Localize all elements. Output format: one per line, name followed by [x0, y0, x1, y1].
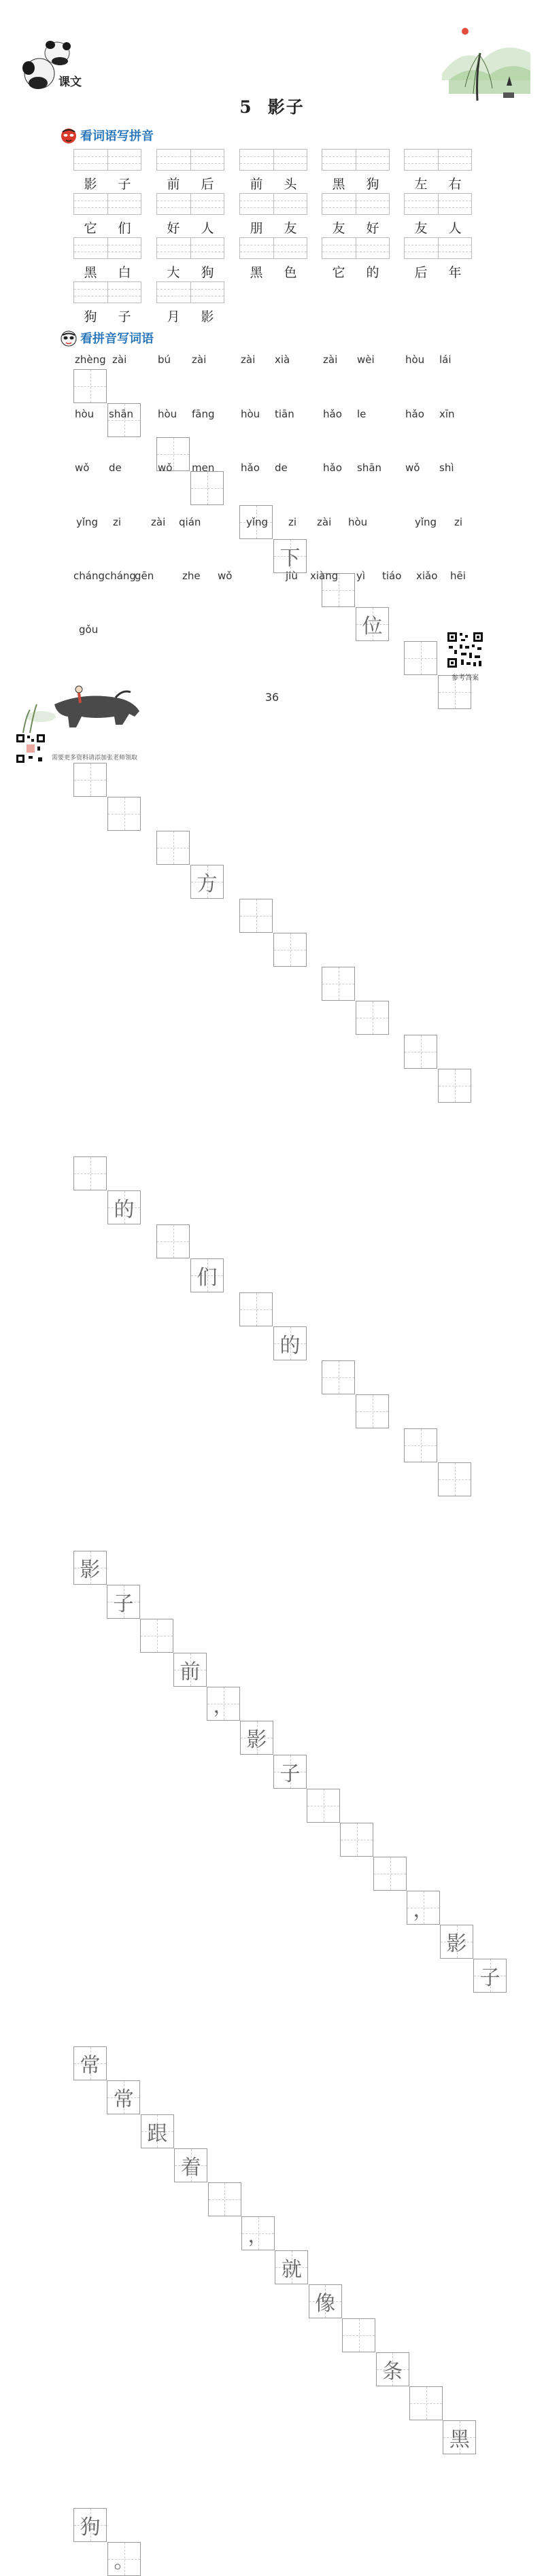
pinyin-syllable: hēi: [450, 570, 466, 582]
word-characters: [239, 218, 307, 237]
tianzige-cell[interactable]: [440, 1925, 473, 1959]
pinyin-syllable: xīn: [439, 408, 455, 420]
tianzige-cell[interactable]: [207, 1687, 240, 1721]
tianzige-cell[interactable]: [73, 1156, 107, 1190]
pinyin-syllable: xià: [275, 354, 290, 366]
cell-character: 跟: [147, 2122, 168, 2146]
tianzige-cell[interactable]: [404, 1035, 437, 1069]
pinyin-syllable: de: [109, 462, 122, 474]
tianzige-cell[interactable]: [376, 2352, 409, 2386]
word-characters: [156, 174, 224, 192]
pinyin-syllable: gǒu: [79, 623, 99, 636]
pinyin-answer-grid[interactable]: [73, 281, 141, 303]
hanzi-char: 前: [167, 177, 180, 192]
pinyin-syllable: le: [357, 408, 367, 420]
cell-character: 子: [113, 1592, 134, 1616]
tianzige-cell[interactable]: [356, 1394, 389, 1428]
tianzige-cell[interactable]: [373, 1857, 407, 1891]
cell-character: 常: [80, 2054, 101, 2078]
tianzige-cell[interactable]: [438, 1069, 471, 1103]
section2-heading: [60, 329, 154, 347]
pinyin-syllable: zi: [113, 516, 122, 528]
lesson-title: [0, 94, 544, 118]
pinyin-syllable: wǒ: [158, 462, 173, 474]
tianzige-cell[interactable]: [141, 2114, 174, 2148]
cell-character: 的: [279, 1334, 301, 1358]
cell-character: 就: [281, 2258, 302, 2282]
tianzige-cell[interactable]: [356, 1001, 389, 1035]
tianzige-cell[interactable]: [107, 1190, 141, 1224]
pinyin-syllable: hòu: [405, 354, 425, 366]
hanzi-char: 色: [284, 265, 297, 280]
pinyin-syllable: fāng: [192, 408, 215, 420]
pinyin-syllable: xiàng: [310, 570, 339, 582]
pinyin-syllable: hòu: [241, 408, 260, 420]
word-characters: [73, 174, 141, 192]
tianzige-cell[interactable]: [322, 1360, 355, 1394]
cell-character: 常: [113, 2088, 134, 2112]
word-characters: [404, 218, 472, 237]
pinyin-answer-grid[interactable]: [322, 237, 390, 259]
pinyin-syllable: zài: [112, 354, 127, 366]
tianzige-cell[interactable]: [190, 471, 224, 505]
cell-character: 方: [197, 872, 218, 896]
cell-character: 条: [382, 2360, 403, 2384]
pinyin-syllable: yǐng: [246, 516, 269, 528]
hanzi-char: 子: [118, 309, 131, 324]
hanzi-char: 它: [332, 265, 345, 280]
pinyin-answer-grid[interactable]: [322, 193, 390, 215]
hanzi-char: 友: [284, 221, 297, 236]
pinyin-syllable: zài: [192, 354, 207, 366]
footer-qr-code[interactable]: [15, 733, 46, 764]
hanzi-char: 狗: [366, 177, 379, 192]
tianzige-cell[interactable]: [275, 2250, 308, 2284]
lesson-number: 5: [239, 97, 253, 117]
word-characters: [404, 174, 472, 192]
hanzi-char: 友: [414, 221, 428, 236]
tianzige-cell[interactable]: [273, 1755, 307, 1789]
hanzi-char: 黑: [84, 265, 97, 280]
cell-character: 。: [114, 2549, 135, 2573]
pinyin-syllable: zhe: [182, 570, 201, 582]
pinyin-syllable: shān: [357, 462, 382, 474]
cell-character: 们: [197, 1266, 218, 1290]
word-characters: [156, 307, 224, 325]
word-characters: [156, 218, 224, 237]
section2-title: 看拼音写词语: [80, 332, 154, 346]
pinyin-syllable: qián: [179, 516, 201, 528]
pinyin-syllable: tiān: [275, 408, 294, 420]
buffalo-illustration: [14, 677, 150, 733]
hanzi-char: 它: [84, 221, 97, 236]
tianzige-cell[interactable]: [307, 1789, 340, 1823]
section1-heading: [60, 126, 154, 144]
hanzi-char: 白: [118, 265, 131, 280]
pinyin-answer-grid[interactable]: [404, 237, 472, 259]
tianzige-cell[interactable]: [73, 2508, 107, 2542]
tianzige-cell[interactable]: [239, 899, 273, 933]
pinyin-syllable: zi: [454, 516, 463, 528]
tianzige-cell[interactable]: [273, 933, 307, 967]
tianzige-cell[interactable]: [404, 1428, 437, 1462]
pinyin-syllable: jiù: [286, 570, 298, 582]
pinyin-syllable: zhèng: [75, 354, 106, 366]
pinyin-answer-grid[interactable]: [156, 193, 224, 215]
pinyin-syllable: zài: [323, 354, 338, 366]
pinyin-answer-grid[interactable]: [73, 149, 141, 171]
tianzige-cell[interactable]: [190, 1258, 224, 1292]
tianzige-cell[interactable]: [156, 831, 190, 865]
hanzi-char: 人: [448, 221, 462, 236]
cell-character: ，: [248, 2224, 269, 2248]
pinyin-syllable: gēn: [135, 570, 154, 582]
tianzige-cell[interactable]: [73, 1551, 107, 1585]
pinyin-syllable: wǒ: [218, 570, 233, 582]
tianzige-cell[interactable]: [107, 1585, 140, 1619]
hanzi-char: 狗: [84, 309, 97, 324]
hanzi-char: 右: [448, 177, 462, 192]
tianzige-cell[interactable]: [239, 1292, 273, 1326]
pinyin-syllable: hǎo: [323, 462, 342, 474]
hanzi-char: 大: [167, 265, 180, 280]
word-characters: [322, 262, 390, 281]
answer-qr-code[interactable]: [446, 631, 484, 669]
hanzi-char: 黑: [250, 265, 263, 280]
pinyin-answer-grid[interactable]: [239, 193, 307, 215]
pinyin-syllable: hòu: [158, 408, 177, 420]
footer-note: 需要更多资料请添加张老师领取: [52, 755, 138, 761]
pinyin-syllable: de: [275, 462, 288, 474]
pinyin-syllable: yǐng: [76, 516, 99, 528]
pinyin-answer-grid[interactable]: [73, 193, 141, 215]
hanzi-char: 影: [201, 309, 214, 324]
word-characters: [239, 262, 307, 281]
cell-character: 像: [315, 2292, 336, 2316]
tianzige-cell[interactable]: [107, 2080, 140, 2114]
tianzige-cell[interactable]: [273, 1326, 307, 1360]
pinyin-syllable: zài: [151, 516, 166, 528]
hanzi-char: 友: [332, 221, 345, 236]
tianzige-cell[interactable]: [404, 641, 437, 675]
tianzige-cell[interactable]: [342, 2318, 375, 2352]
pinyin-answer-grid[interactable]: [156, 149, 224, 171]
pinyin-syllable: men: [192, 462, 215, 474]
word-characters: [404, 262, 472, 281]
pinyin-answer-grid[interactable]: [239, 237, 307, 259]
cell-character: 前: [180, 1660, 201, 1684]
cell-character: 的: [114, 1198, 135, 1222]
tianzige-cell[interactable]: [174, 2148, 207, 2182]
hanzi-char: 影: [84, 177, 97, 192]
tianzige-cell[interactable]: [407, 1891, 440, 1925]
pinyin-syllable: zi: [288, 516, 297, 528]
tianzige-cell[interactable]: [140, 1619, 173, 1653]
pinyin-syllable: hǎo: [241, 462, 260, 474]
pinyin-syllable: yǐng: [415, 516, 437, 528]
hanzi-char: 头: [284, 177, 297, 192]
tianzige-cell[interactable]: [240, 1721, 273, 1755]
page-number: 36: [265, 691, 279, 704]
pinyin-syllable: yì: [356, 570, 366, 582]
pinyin-answer-grid[interactable]: [404, 193, 472, 215]
word-characters: [239, 174, 307, 192]
word-characters: [156, 262, 224, 281]
pinyin-syllable: hòu: [75, 408, 95, 420]
tianzige-cell[interactable]: [273, 539, 307, 573]
cell-character: 狗: [80, 2515, 101, 2539]
hanzi-char: 月: [167, 309, 180, 324]
hanzi-char: 子: [118, 177, 131, 192]
tianzige-cell[interactable]: [73, 369, 107, 403]
lesson-tag: 课文: [58, 75, 82, 89]
hanzi-char: 狗: [201, 265, 214, 280]
tianzige-cell[interactable]: [241, 2216, 275, 2250]
tianzige-cell[interactable]: [156, 1224, 190, 1258]
word-characters: [73, 307, 141, 325]
hanzi-char: 们: [118, 221, 131, 236]
tianzige-cell[interactable]: [208, 2182, 241, 2216]
hanzi-char: 左: [414, 177, 428, 192]
pinyin-syllable: zài: [317, 516, 332, 528]
pinyin-answer-grid[interactable]: [156, 281, 224, 303]
cell-character: 影: [80, 1558, 101, 1582]
tianzige-cell[interactable]: [356, 607, 389, 641]
tianzige-cell[interactable]: [107, 2542, 141, 2576]
hanzi-char: 好: [167, 221, 180, 236]
opera-mask-icon: [60, 126, 78, 144]
tianzige-cell[interactable]: [309, 2284, 342, 2318]
word-characters: [322, 218, 390, 237]
hanzi-char: 的: [366, 265, 379, 280]
cell-character: 影: [446, 1932, 467, 1956]
hanzi-char: 好: [366, 221, 379, 236]
cell-character: 子: [479, 1966, 500, 1990]
pinyin-answer-grid[interactable]: [404, 149, 472, 171]
tianzige-cell[interactable]: [190, 865, 224, 899]
pinyin-answer-grid[interactable]: [156, 237, 224, 259]
tianzige-cell[interactable]: [438, 1462, 471, 1496]
cell-character: 着: [180, 2156, 201, 2180]
pinyin-syllable: zài: [241, 354, 256, 366]
pinyin-answer-grid[interactable]: [322, 149, 390, 171]
pinyin-syllable: hǎo: [405, 408, 424, 420]
section1-title: 看词语写拼音: [80, 129, 154, 143]
pinyin-syllable: hòu: [348, 516, 368, 528]
pinyin-syllable: chángcháng: [73, 570, 136, 582]
tianzige-cell[interactable]: [322, 967, 355, 1001]
cell-character: 下: [279, 547, 301, 570]
tianzige-cell[interactable]: [473, 1959, 507, 1993]
pinyin-syllable: shì: [439, 462, 454, 474]
hanzi-char: 年: [448, 265, 462, 280]
pinyin-syllable: hǎo: [323, 408, 342, 420]
pinyin-answer-grid[interactable]: [73, 237, 141, 259]
tianzige-cell[interactable]: [409, 2386, 443, 2420]
cell-character: 子: [279, 1762, 301, 1786]
tianzige-cell[interactable]: [73, 2046, 107, 2080]
hanzi-char: 后: [201, 177, 214, 192]
pinyin-syllable: shān: [109, 408, 134, 420]
hanzi-char: 后: [414, 265, 428, 280]
lesson-title-text: 影子: [267, 97, 305, 117]
cell-character: 黑: [449, 2428, 470, 2452]
cell-character: ，: [213, 1694, 234, 1718]
word-characters: [73, 218, 141, 237]
tianzige-cell[interactable]: [73, 763, 107, 797]
pinyin-syllable: wǒ: [405, 462, 420, 474]
tianzige-cell[interactable]: [443, 2420, 476, 2454]
hanzi-char: 前: [250, 177, 263, 192]
tianzige-cell[interactable]: [173, 1653, 207, 1687]
word-characters: [322, 174, 390, 192]
qr-caption: 参考答案: [452, 674, 479, 682]
pinyin-syllable: xiǎo: [416, 570, 438, 582]
hanzi-char: 黑: [332, 177, 345, 192]
pinyin-syllable: wǒ: [75, 462, 90, 474]
hanzi-char: 朋: [250, 221, 263, 236]
cell-character: 位: [362, 615, 383, 638]
tianzige-cell[interactable]: [340, 1823, 373, 1857]
pinyin-syllable: lái: [439, 354, 452, 366]
hanzi-char: 人: [201, 221, 214, 236]
pinyin-syllable: wèi: [357, 354, 375, 366]
cell-character: 影: [246, 1728, 267, 1752]
tianzige-cell[interactable]: [107, 797, 141, 831]
pinyin-syllable: bú: [158, 354, 171, 366]
pinyin-syllable: tiáo: [382, 570, 402, 582]
cell-character: ，: [413, 1898, 434, 1922]
opera-mask-icon: [60, 329, 78, 347]
pinyin-answer-grid[interactable]: [239, 149, 307, 171]
word-characters: [73, 262, 141, 281]
